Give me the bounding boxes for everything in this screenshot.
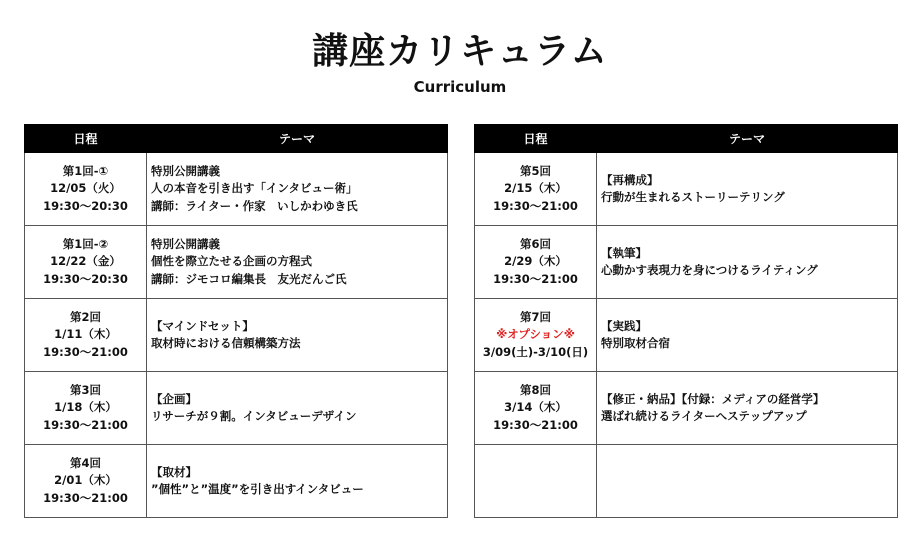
theme-line: 特別公開講義 xyxy=(151,163,220,178)
table-row xyxy=(475,153,898,226)
session-date-cell xyxy=(25,445,147,518)
session-number: 第5回 xyxy=(519,163,551,178)
session-theme-cell xyxy=(147,372,448,445)
session-number: 第1回-② xyxy=(62,236,109,251)
session-date: 1/18（木） xyxy=(54,400,117,415)
session-date-cell xyxy=(475,372,597,445)
theme-line: 【取材】 xyxy=(151,464,197,479)
theme-line: リサーチが９割。インタビューデザイン xyxy=(151,409,357,423)
session-time: 19:30〜21:00 xyxy=(493,417,578,432)
column-header-date: 日程 xyxy=(475,125,597,153)
session-time: 19:30〜20:30 xyxy=(43,271,128,286)
session-theme-cell xyxy=(147,226,448,299)
column-header-theme: テーマ xyxy=(147,125,448,153)
session-number: 第7回 xyxy=(519,309,551,324)
session-date: 1/11（木） xyxy=(54,327,117,342)
table-row-empty xyxy=(475,445,898,518)
session-theme-cell xyxy=(597,299,898,372)
table-row xyxy=(25,372,448,445)
session-theme-cell xyxy=(597,153,898,226)
table-row xyxy=(475,372,898,445)
session-time: 19:30〜21:00 xyxy=(493,198,578,213)
session-theme-cell xyxy=(597,372,898,445)
table-row xyxy=(475,299,898,372)
session-date-cell xyxy=(25,226,147,299)
session-theme-cell xyxy=(147,299,448,372)
theme-line: 【マインドセット】 xyxy=(151,318,254,333)
session-theme-cell xyxy=(147,153,448,226)
session-time: 19:30〜21:00 xyxy=(43,417,128,432)
theme-line: 講師：ライター・作家 いしかわゆき氏 xyxy=(151,198,358,213)
theme-line: 【執筆】 xyxy=(601,245,647,260)
theme-line: 行動が生まれるストーリーテリング xyxy=(601,190,785,204)
theme-line: 【企画】 xyxy=(151,391,197,406)
session-date-cell xyxy=(475,226,597,299)
theme-line: 心動かす表現力を身につけるライティング xyxy=(601,263,818,277)
table-row xyxy=(475,226,898,299)
column-header-theme: テーマ xyxy=(597,125,898,153)
session-date-cell xyxy=(475,153,597,226)
session-date-cell xyxy=(475,299,597,372)
curriculum-table-left xyxy=(24,124,448,518)
theme-line: 選ばれ続けるライターへステップアップ xyxy=(601,409,807,423)
session-date-cell xyxy=(25,153,147,226)
table-row xyxy=(25,153,448,226)
session-number: 第4回 xyxy=(69,455,101,470)
session-date: 2/01（木） xyxy=(54,473,117,488)
table-row xyxy=(25,445,448,518)
theme-line: 人の本音を引き出す「インタビュー術」 xyxy=(151,181,358,196)
session-date: 12/05（火） xyxy=(50,181,121,196)
session-number: 第6回 xyxy=(519,236,551,251)
session-date: 3/09(土)-3/10(日) xyxy=(482,344,589,359)
curriculum-table-right xyxy=(474,124,898,518)
table-row xyxy=(25,226,448,299)
theme-line: 個性を際立たせる企画の方程式 xyxy=(151,254,312,269)
session-time: 19:30〜21:00 xyxy=(43,344,128,359)
session-date: 2/29（木） xyxy=(504,254,567,269)
theme-line: 【修正・納品】【付録：メディアの経営学】 xyxy=(601,391,825,406)
session-number: 第3回 xyxy=(69,382,101,397)
column-header-date: 日程 xyxy=(25,125,147,153)
session-number: 第8回 xyxy=(519,382,551,397)
session-theme-cell xyxy=(147,445,448,518)
session-theme-cell xyxy=(597,445,898,518)
page-subtitle: Curriculum xyxy=(413,78,507,96)
theme-line: 講師：ジモコロ編集長 友光だんご氏 xyxy=(151,271,347,286)
session-number: 第1回-① xyxy=(62,163,109,178)
session-date-cell xyxy=(475,445,597,518)
theme-line: 【実践】 xyxy=(601,318,647,333)
session-time: 19:30〜21:00 xyxy=(493,271,578,286)
session-time: 19:30〜21:00 xyxy=(43,490,128,505)
theme-line: ”個性”と”温度”を引き出すインタビュー xyxy=(151,482,364,496)
table-row xyxy=(25,299,448,372)
session-time: 19:30〜20:30 xyxy=(43,198,128,213)
session-theme-cell xyxy=(597,226,898,299)
session-date: 12/22（金） xyxy=(50,254,121,269)
session-date-cell xyxy=(25,299,147,372)
table-header-row xyxy=(25,125,448,153)
theme-line: 特別公開講義 xyxy=(151,236,220,251)
session-date: 2/15（木） xyxy=(504,181,567,196)
session-date: 3/14（木） xyxy=(504,400,567,415)
table-header-row xyxy=(475,125,898,153)
theme-line: 取材時における信頼構築方法 xyxy=(151,336,301,350)
option-note: ※オプション※ xyxy=(496,327,575,342)
theme-line: 特別取材合宿 xyxy=(601,336,670,350)
theme-line: 【再構成】 xyxy=(601,172,659,187)
session-date-cell xyxy=(25,372,147,445)
session-number: 第2回 xyxy=(69,309,101,324)
page-title: 講座カリキュラム xyxy=(312,31,608,72)
